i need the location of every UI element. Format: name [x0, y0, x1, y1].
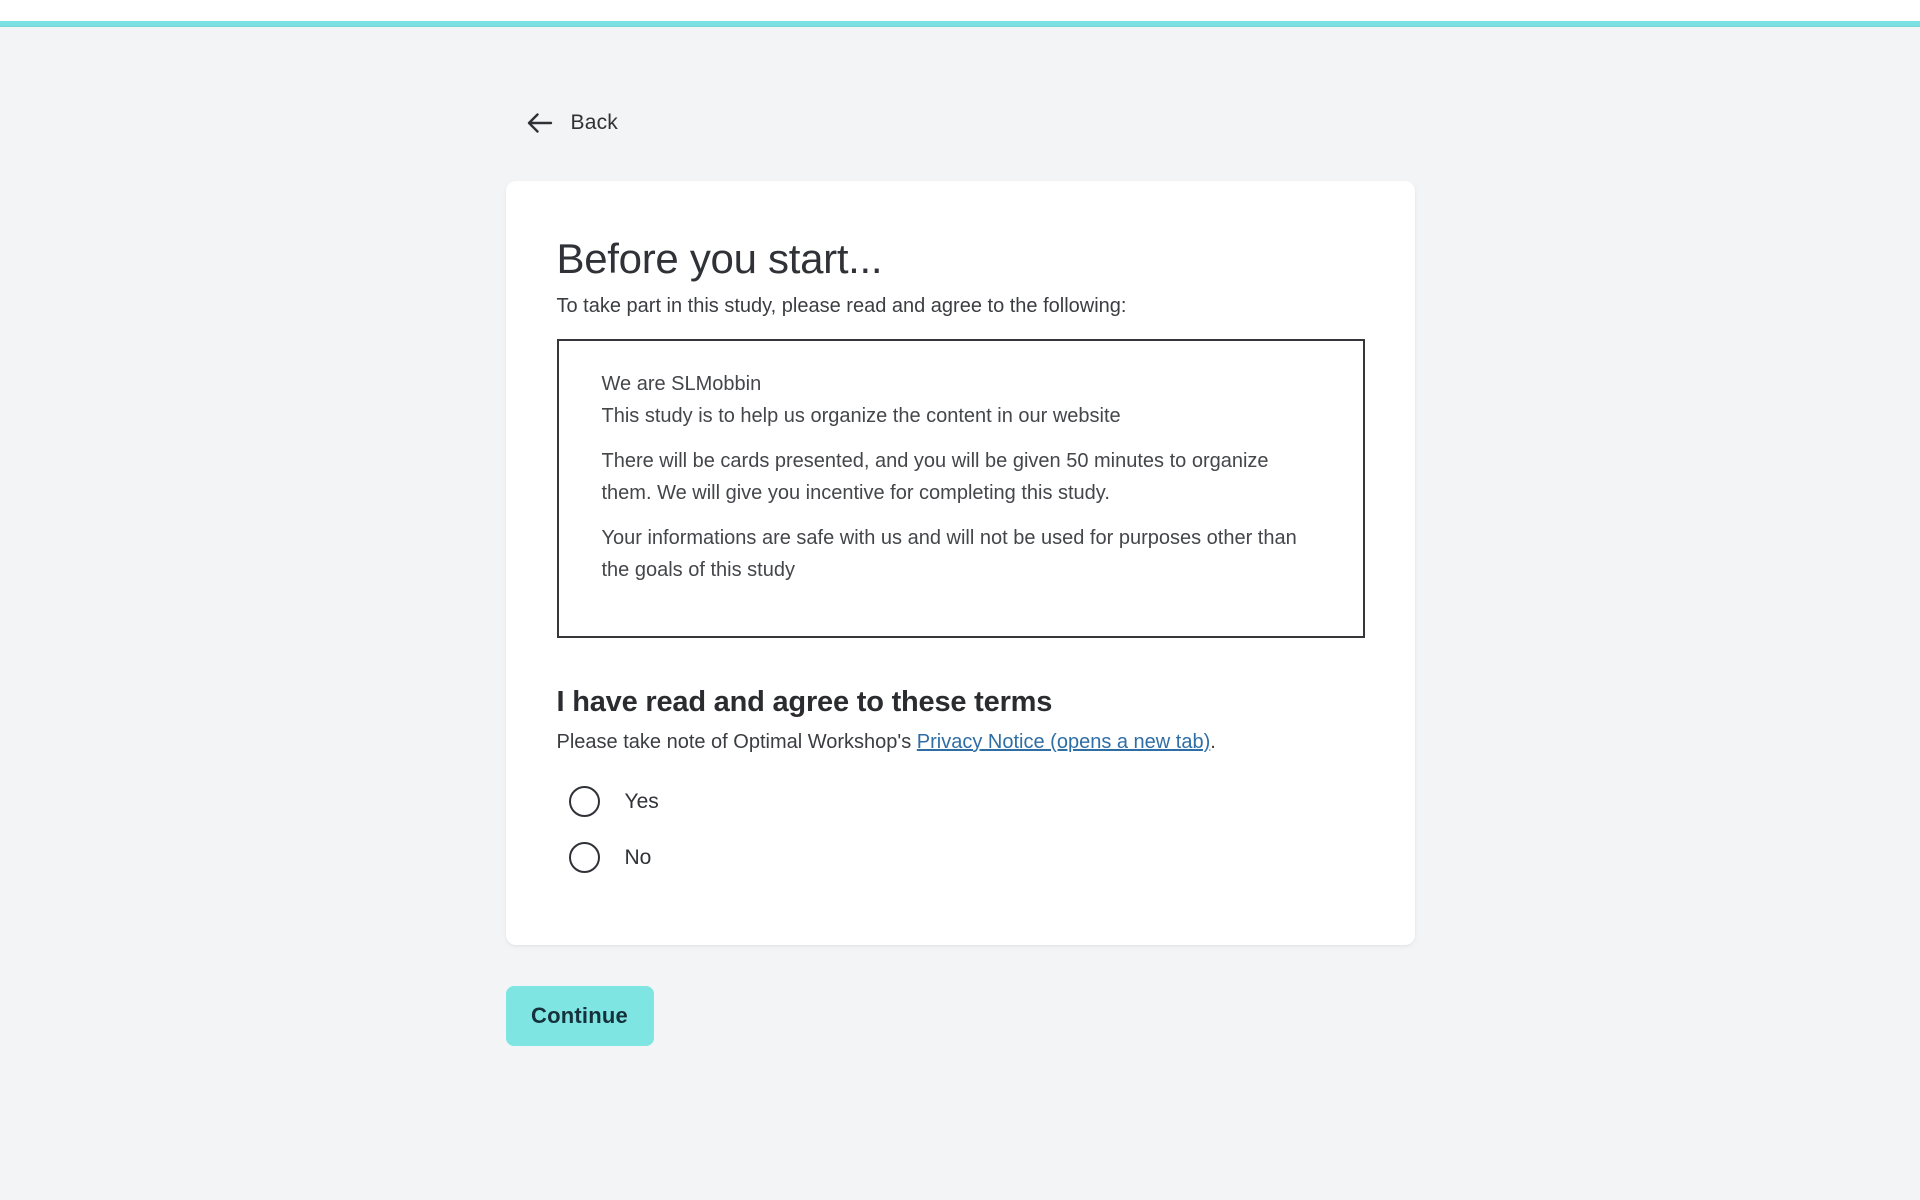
terms-paragraph	[602, 522, 1323, 586]
radio-circle-no[interactable]	[569, 842, 600, 873]
radio-option-no[interactable]	[569, 842, 1364, 873]
page-title: Before you start...	[556, 235, 883, 282]
top-white-strip	[0, 0, 1920, 21]
main-content	[506, 27, 1415, 1046]
privacy-note	[557, 731, 1364, 754]
page-subtitle: To take part in this study, please read and agree to the following:	[556, 295, 1127, 317]
radio-option-yes[interactable]	[569, 786, 1364, 817]
back-link[interactable]	[526, 111, 619, 135]
back-label: Back	[570, 111, 618, 134]
privacy-note-suffix: .	[1210, 731, 1216, 753]
terms-box	[557, 339, 1365, 638]
terms-line: There will be cards presented, and you will be given 50 minutes to organize them. We will give you incentive for completing this study.	[601, 450, 1269, 504]
agreement-heading: I have read and agree to these terms	[556, 686, 1053, 718]
radio-label-no: No	[624, 845, 652, 869]
terms-line: We are SLMobbin	[601, 373, 762, 395]
terms-line: Your informations are safe with us and will not be used for purposes other than the goals of this study	[601, 527, 1297, 581]
terms-paragraph	[602, 445, 1323, 509]
privacy-note-prefix: Please take note of Optimal Workshop's	[556, 731, 917, 753]
back-arrow-icon	[526, 112, 553, 134]
radio-label-yes: Yes	[624, 789, 659, 813]
radio-circle-yes[interactable]	[569, 786, 600, 817]
continue-button[interactable]: Continue	[506, 986, 654, 1046]
terms-paragraph	[602, 368, 1323, 432]
consent-radio-group	[569, 786, 1364, 873]
terms-line: This study is to help us organize the content in our website	[601, 405, 1121, 427]
privacy-notice-link[interactable]: Privacy Notice (opens a new tab)	[916, 731, 1211, 753]
consent-card	[506, 181, 1415, 945]
